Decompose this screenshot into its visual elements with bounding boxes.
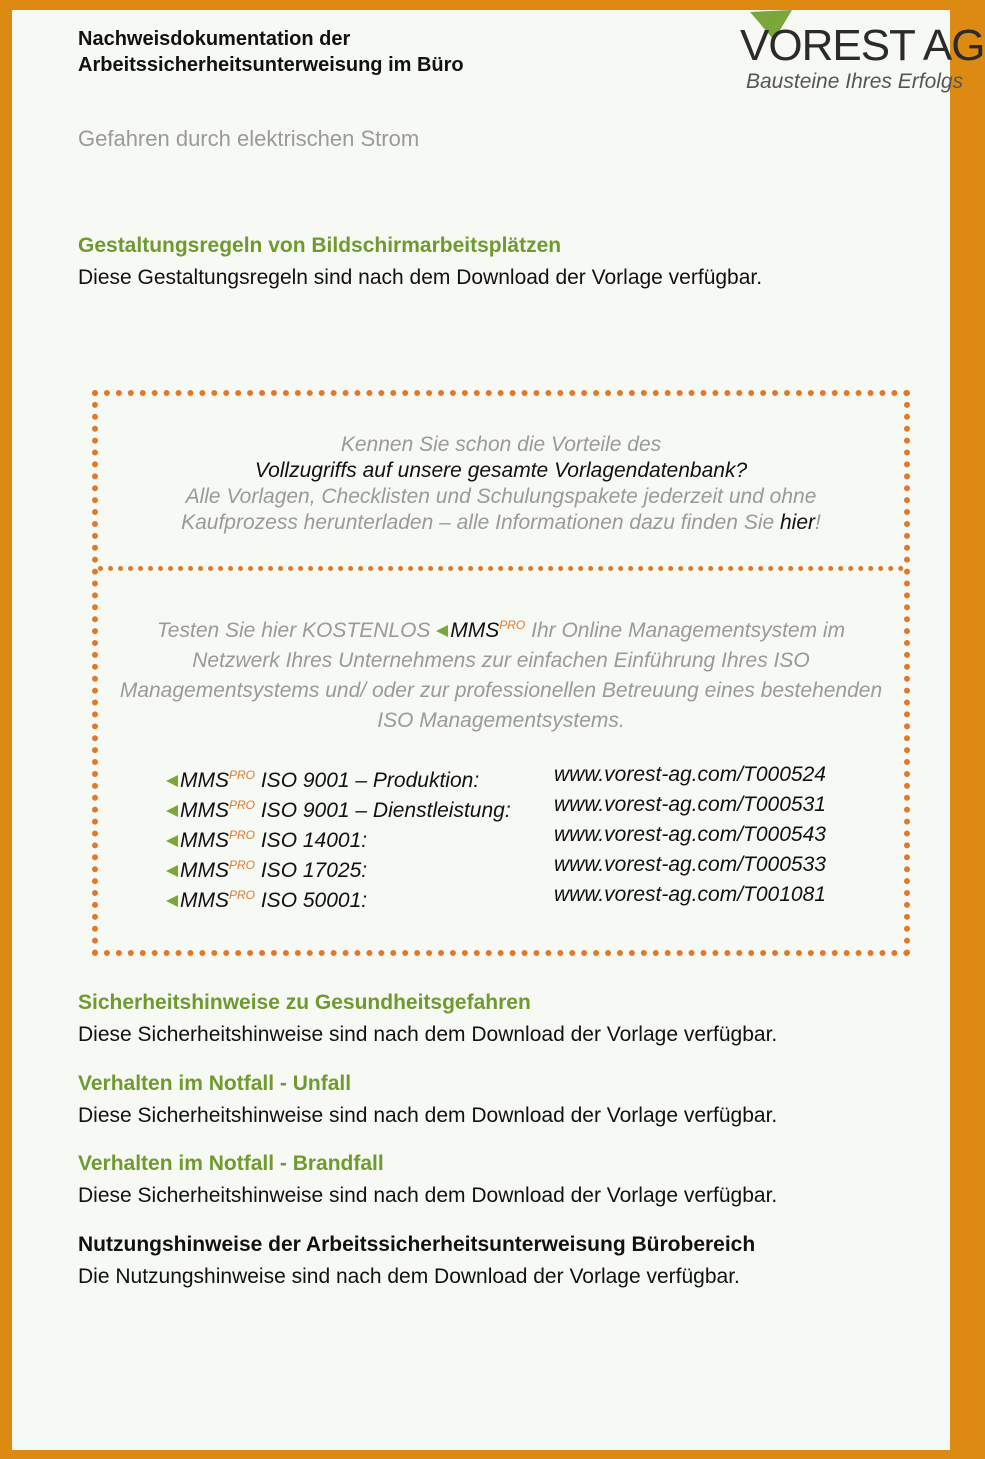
iso-link-list bbox=[166, 760, 856, 910]
promo-line4-suffix: ! bbox=[815, 511, 821, 534]
mms-triangle-icon bbox=[166, 805, 178, 817]
section-heading-nutzungshinweise: Nutzungshinweise der Arbeitssicherheitsunterweisung Bürobereich bbox=[78, 1233, 756, 1256]
promo-line4 bbox=[98, 510, 904, 536]
section-heading-brandfall: Verhalten im Notfall - Brandfall bbox=[78, 1152, 384, 1175]
section-heading-gestaltungsregeln: Gestaltungsregeln von Bildschirmarbeitsplätzen bbox=[78, 234, 562, 257]
promo-divider bbox=[98, 566, 904, 571]
iso-standard-label: ISO 17025: bbox=[255, 859, 368, 882]
iso-standard-label: ISO 14001: bbox=[255, 829, 368, 852]
promo-mms-text bbox=[118, 610, 884, 736]
mms-label: MMS bbox=[180, 769, 229, 792]
iso-link-row bbox=[166, 790, 856, 820]
mms-pro-label: PRO bbox=[229, 858, 256, 872]
document-title-line1: Nachweisdokumentation der bbox=[78, 28, 351, 50]
mms-pro-label: PRO bbox=[229, 768, 256, 782]
iso-label bbox=[166, 880, 367, 916]
mms-pro-label: PRO bbox=[229, 798, 256, 812]
document-page bbox=[12, 10, 985, 1450]
document-title-line2: Arbeitssicherheitsunterweisung im Büro bbox=[78, 54, 464, 76]
iso-link-row bbox=[166, 850, 856, 880]
mms-label: MMS bbox=[180, 859, 229, 882]
iso-link-row bbox=[166, 820, 856, 850]
iso-standard-label: ISO 50001: bbox=[255, 889, 368, 912]
mms-pro-label: PRO bbox=[229, 888, 256, 902]
mms-brand bbox=[450, 619, 525, 642]
promo-box bbox=[92, 390, 910, 956]
iso-standard-label: ISO 9001 – Produktion: bbox=[255, 769, 480, 792]
iso-link-row bbox=[166, 760, 856, 790]
document-title bbox=[78, 26, 464, 78]
mms-triangle-icon bbox=[166, 865, 178, 877]
promo-line4-text: Kaufprozess herunterladen – alle Informationen dazu finden Sie bbox=[181, 511, 780, 534]
section-heading-gesundheitsgefahren: Sicherheitshinweise zu Gesundheitsgefahren bbox=[78, 991, 531, 1014]
section-text-gesundheitsgefahren: Diese Sicherheitshinweise sind nach dem Download der Vorlage verfügbar. bbox=[78, 1023, 778, 1046]
document-subtitle: Gefahren durch elektrischen Strom bbox=[78, 126, 420, 151]
iso-link-row bbox=[166, 880, 856, 910]
mms-triangle-icon bbox=[166, 775, 178, 787]
mms-triangle-icon bbox=[166, 835, 178, 847]
mms-label: MMS bbox=[180, 799, 229, 822]
logo-wordmark: VOREST AG bbox=[740, 21, 985, 70]
promo-line2: Vollzugriffs auf unsere gesamte Vorlagendatenbank? bbox=[254, 459, 748, 482]
promo-database-text bbox=[98, 432, 904, 536]
mms-pro-label: PRO bbox=[229, 828, 256, 842]
iso-url-link[interactable]: www.vorest-ag.com/T000543 bbox=[554, 823, 826, 846]
mms-pro-label: PRO bbox=[499, 618, 526, 632]
promo-test-prefix: Testen Sie hier KOSTENLOS bbox=[156, 619, 437, 642]
section-text-unfall: Diese Sicherheitshinweise sind nach dem Download der Vorlage verfügbar. bbox=[78, 1104, 778, 1127]
section-text-gestaltungsregeln: Diese Gestaltungsregeln sind nach dem Download der Vorlage verfügbar. bbox=[78, 266, 763, 289]
mms-triangle-icon bbox=[166, 895, 178, 907]
logo-slogan: Bausteine Ihres Erfolgs bbox=[746, 70, 964, 93]
section-text-brandfall: Diese Sicherheitshinweise sind nach dem Download der Vorlage verfügbar. bbox=[78, 1184, 778, 1207]
vorest-logo bbox=[738, 10, 985, 100]
mms-triangle-icon bbox=[436, 625, 448, 637]
iso-url-link[interactable]: www.vorest-ag.com/T000531 bbox=[554, 793, 826, 816]
mms-label: MMS bbox=[180, 889, 229, 912]
promo-line3: Alle Vorlagen, Checklisten und Schulungspakete jederzeit und ohne bbox=[185, 485, 817, 508]
iso-url-link[interactable]: www.vorest-ag.com/T001081 bbox=[554, 883, 826, 906]
iso-standard-label: ISO 9001 – Dienstleistung: bbox=[255, 799, 511, 822]
iso-url-link[interactable]: www.vorest-ag.com/T000533 bbox=[554, 853, 826, 876]
promo-line1: Kennen Sie schon die Vorteile des bbox=[340, 433, 662, 456]
promo-hier-link[interactable]: hier bbox=[780, 511, 816, 534]
mms-label: MMS bbox=[450, 619, 500, 642]
iso-url-link[interactable]: www.vorest-ag.com/T000524 bbox=[554, 763, 826, 786]
section-heading-unfall: Verhalten im Notfall - Unfall bbox=[78, 1072, 352, 1095]
promo-test-rest: Ihr Online Managementsystem im Netzwerk Ihres Unternehmens zur einfachen Einführung Ihres ISO Managementsystems und/ oder zur professionellen Betreuung eines bestehenden ISO Managementsystems. bbox=[119, 619, 883, 732]
mms-label: MMS bbox=[180, 829, 229, 852]
section-text-nutzungshinweise: Die Nutzungshinweise sind nach dem Download der Vorlage verfügbar. bbox=[78, 1265, 740, 1288]
